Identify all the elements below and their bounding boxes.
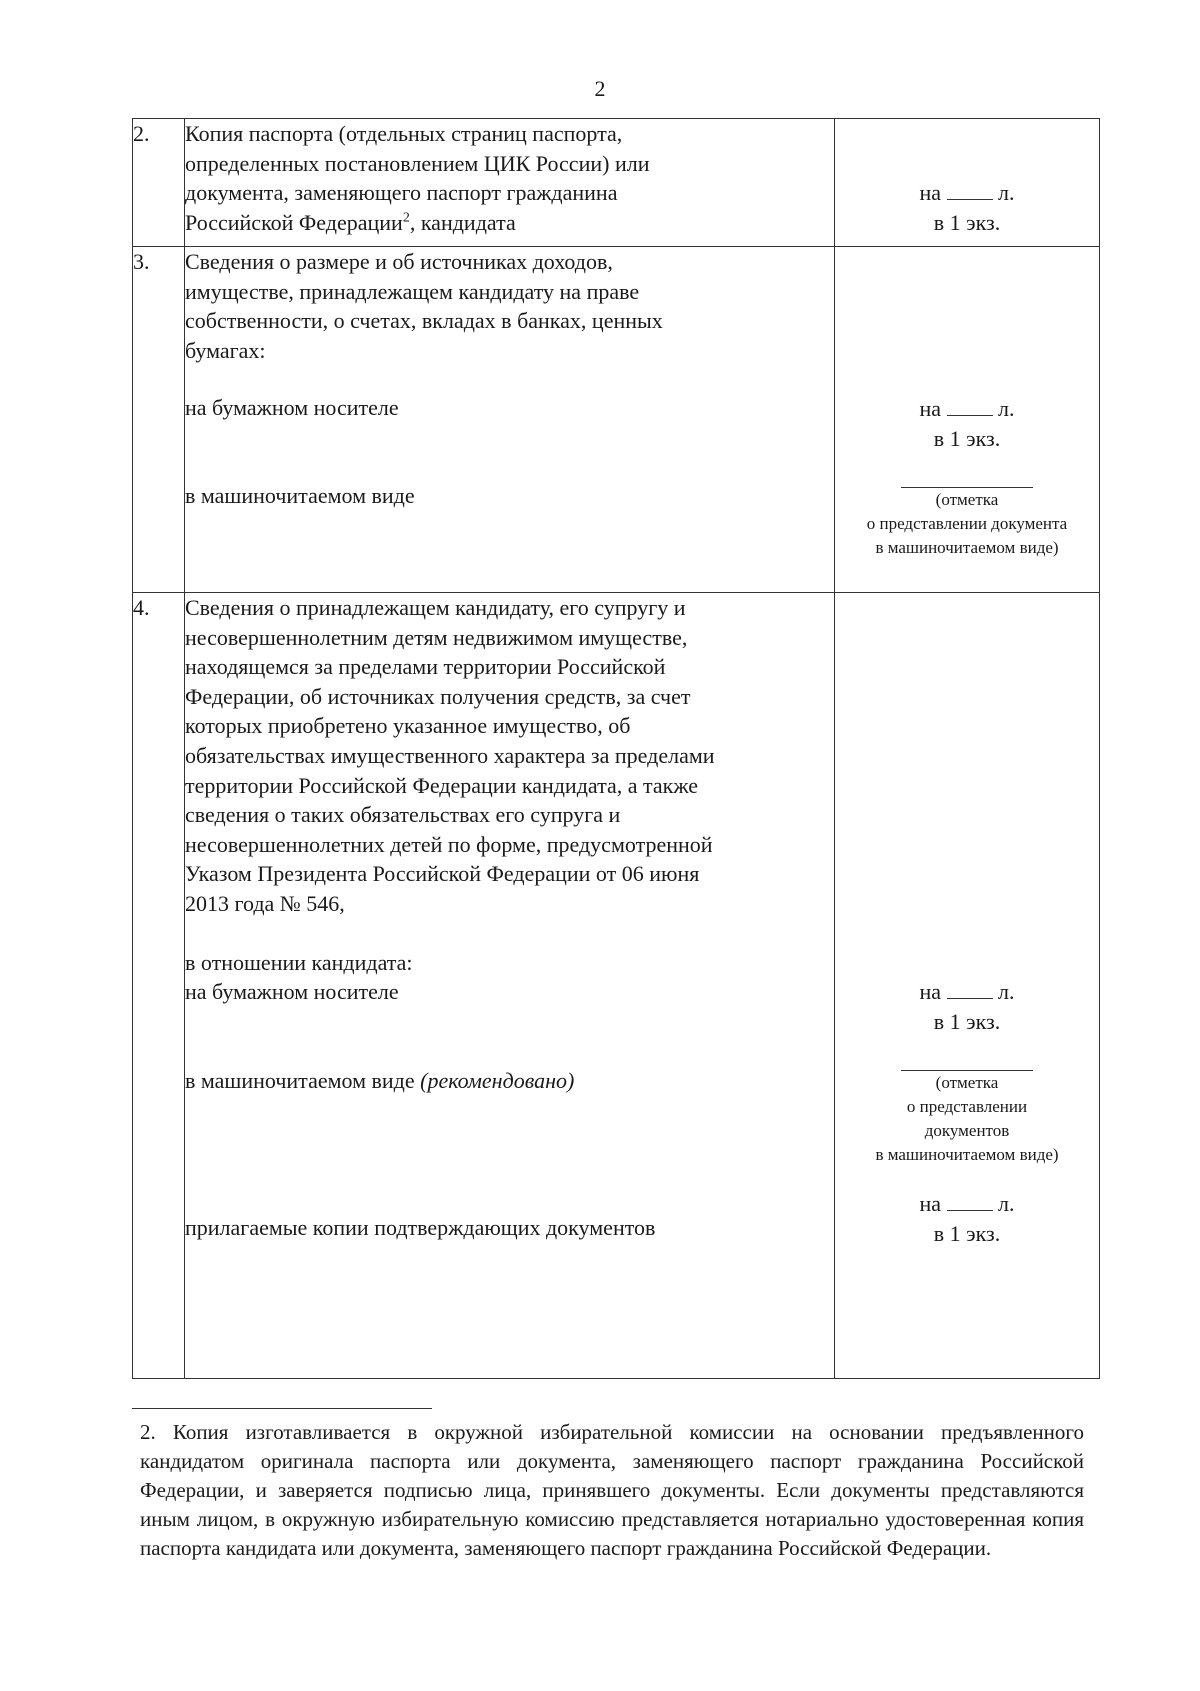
attached-sheets-count [835,1189,1099,1219]
row-mark [835,119,1100,247]
signature-line [901,475,1033,488]
copies-count: в 1 экз. [933,1008,1001,1034]
row-mark [835,247,1100,593]
desc-line: Указом Президента Российской Федерации от 06 июня [185,861,700,887]
mark-text: л. [998,396,1015,421]
desc-text: Российской Федерации [185,209,403,235]
desc-line: Федерации, об источниках получения средств, за счет [185,683,691,709]
desc-line: Сведения о размере и об источниках доходов, [185,249,613,274]
desc-line: обязательствах имущественного характера за пределами [185,742,715,768]
desc-line: определенных постановлением ЦИК России) или [185,150,650,176]
desc-line: находящемся за пределами территории Российской [185,654,666,680]
recommended-note: (рекомендовано) [420,1067,575,1093]
desc-line: несовершеннолетним детям недвижимом имуществе, [185,624,688,650]
attached-label: прилагаемые копии подтверждающих документов [185,1215,656,1241]
sheets-count [835,178,1099,208]
desc-line: имуществе, принадлежащем кандидату на праве [185,278,640,304]
mark-text: на [919,396,942,421]
mark-text: на [919,979,942,1004]
row-number: 3. [133,247,185,593]
row-mark [835,593,1100,1379]
desc-line: собственности, о счетах, вкладах в банках, ценных [185,308,663,334]
desc-line: несовершеннолетних детей по форме, предусмотренной [185,831,713,857]
copies-count: в 1 экз. [933,209,1001,235]
mark-text: л. [998,979,1015,1004]
row-number: 4. [133,593,185,1379]
desc-line: Копия паспорта (отдельных страниц паспорта, [185,121,623,146]
machine-note: документов [924,1121,1010,1141]
sheets-blank [947,397,993,416]
table-row [133,119,1100,247]
machine-label: в машиночитаемом виде [185,482,415,508]
machine-note: (отметка [935,1073,999,1093]
sheets-count [835,394,1099,424]
signature-line [901,1058,1033,1071]
row-description [185,593,835,1379]
copies-count: в 1 экз. [933,425,1001,451]
desc-line: документа, заменяющего паспорт гражданина [185,180,618,206]
sheets-blank [947,1192,993,1211]
desc-line: сведения о таких обязательствах его супруга и [185,802,621,828]
desc-line: территории Российской Федерации кандидата, а также [185,772,699,798]
mark-text: л. [998,1191,1015,1217]
table-row [133,593,1100,1379]
mark-text: л. [998,180,1015,205]
footnote-ref: 2 [402,210,410,226]
table-row [133,247,1100,593]
footnote: 2. Копия изготавливается в окружной избирательной комиссии на основании предъявленного кандидатом оригинала паспорта или документа, заменяющего паспорт гражданина Российской Федерации, и заверяется подписью лица, принявшего документы. Если документы представляются иным лицом, в окружную избирательную комиссию представляется нотариально удостоверенная копия паспорта кандидата или документа, заменяющего паспорт гражданина Российской Федерации. [140,1420,1084,1560]
documents-table [132,118,1100,1379]
desc-line [185,208,834,238]
machine-note: в машиночитаемом виде) [875,1145,1059,1165]
paper-label: на бумажном носителе [185,979,399,1005]
machine-note: о представлении [906,1097,1028,1117]
sheets-count [835,977,1099,1007]
row-number: 2. [133,119,185,247]
machine-note: (отметка [935,490,999,510]
machine-note: о представлении документа [866,514,1068,534]
mark-text: на [919,180,942,205]
attached-copies-count: в 1 экз. [933,1220,1001,1246]
row-description [185,119,835,247]
mark-text: на [919,1191,942,1217]
paper-label: на бумажном носителе [185,395,399,421]
desc-text: , кандидата [409,209,516,235]
page-number: 2 [594,76,606,101]
machine-note: в машиночитаемом виде) [875,538,1059,558]
candidate-label: в отношении кандидата: [185,949,413,975]
row-description [185,247,835,593]
machine-text: в машиночитаемом виде [185,1067,415,1093]
desc-line: бумагах: [185,337,266,363]
sheets-blank [947,980,993,999]
desc-line: Сведения о принадлежащем кандидату, его супругу и [185,595,686,620]
desc-line: 2013 года № 546, [185,890,345,916]
desc-line: которых приобретено указанное имущество, об [185,713,631,739]
footnote-divider [132,1408,432,1409]
sheets-blank [947,181,993,200]
machine-label [185,1066,834,1096]
